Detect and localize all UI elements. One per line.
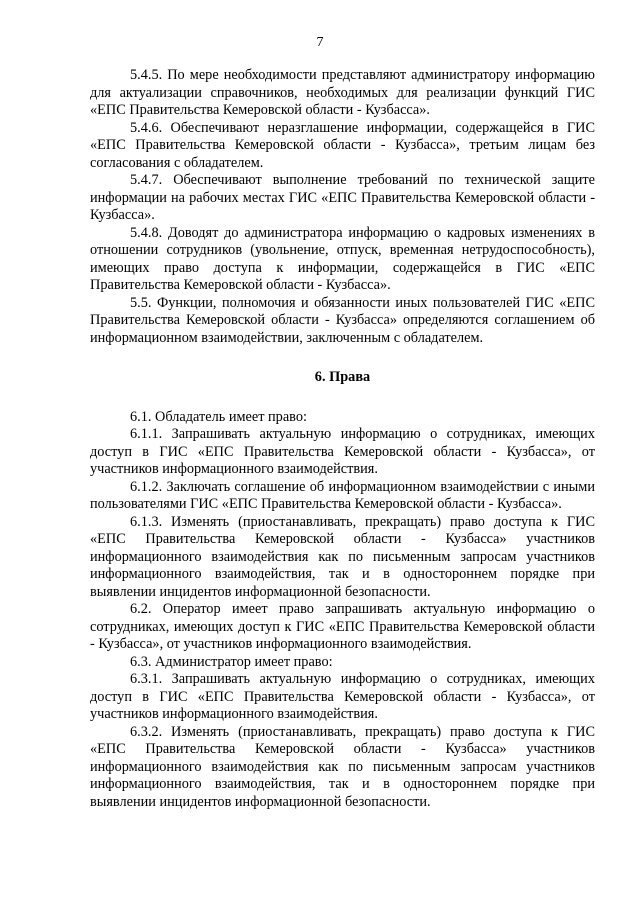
- paragraph-6-1-1: 6.1.1. Запрашивать актуальную информацию о сотрудниках, имеющих доступ в ГИС «ЕПС Правительства Кемеровской области - Кузбасса», от участников информационного взаимодействия.: [90, 426, 595, 477]
- paragraph-6-2: 6.2. Оператор имеет право запрашивать актуальную информацию о сотрудниках, имеющих доступ к ГИС «ЕПС Правительства Кемеровской области - Кузбасса», от участников информационного взаимодействия.: [90, 601, 595, 652]
- paragraph-6-1: 6.1. Обладатель имеет право:: [130, 408, 307, 425]
- paragraph-5-4-8: 5.4.8. Доводят до администратора информацию о кадровых изменениях в отношении сотрудников (увольнение, отпуск, временная нетрудоспособность), имеющих право доступа к информации, содержащейся в ГИС «ЕПС Правительства Кемеровской области - Кузбасса».: [90, 224, 595, 293]
- paragraph-5-5: 5.5. Функции, полномочия и обязанности иных пользователей ГИС «ЕПС Правительства Кемеровской области - Кузбасса» определяются соглашением об информационном взаимодействии, заключенным с обладателем.: [90, 294, 595, 346]
- page-number: 7: [316, 35, 324, 50]
- paragraph-5-4-5: 5.4.5. По мере необходимости представляют администратору информацию для актуализации справочников, необходимых для реализации функций ГИС «ЕПС Правительства Кемеровской области - Кузбасса».: [90, 67, 595, 118]
- paragraph-5-4-6: 5.4.6. Обеспечивают неразглашение информации, содержащейся в ГИС «ЕПС Правительства Кемеровской области - Кузбасса», третьим лицам без согласования с обладателем.: [90, 119, 595, 171]
- paragraph-6-1-3: 6.1.3. Изменять (приостанавливать, прекращать) право доступа к ГИС «ЕПС Правительства Кемеровской области - Кузбасса» участников информационного взаимодействия как по письменным запросам участников информационного взаимодействия, так и в одностороннем порядке при выявлении инцидентов информационной безопасности.: [90, 513, 595, 600]
- document-body: [90, 67, 595, 811]
- paragraph-6-3-1: 6.3.1. Запрашивать актуальную информацию о сотрудниках, имеющих доступ в ГИС «ЕПС Правительства Кемеровской области - Кузбасса», от участников информационного взаимодействия.: [90, 671, 595, 722]
- paragraph-6-1-2: 6.1.2. Заключать соглашение об информационном взаимодействии с иными пользователями ГИС «ЕПС Правительства Кемеровской области - Кузбасса».: [90, 478, 595, 512]
- paragraph-6-3-2: 6.3.2. Изменять (приостанавливать, прекращать) право доступа к ГИС «ЕПС Правительства Кемеровской области - Кузбасса» участников информационного взаимодействия как по письменным запросам участников информационного взаимодействия, так и в одностороннем порядке при выявлении инцидентов информационной безопасности.: [90, 723, 595, 810]
- section-heading: 6. Права: [314, 369, 371, 385]
- paragraph-6-3: 6.3. Администратор имеет право:: [130, 653, 333, 670]
- paragraph-5-4-7: 5.4.7. Обеспечивают выполнение требований по технической защите информации на рабочих местах ГИС «ЕПС Правительства Кемеровской области - Кузбасса».: [90, 172, 595, 223]
